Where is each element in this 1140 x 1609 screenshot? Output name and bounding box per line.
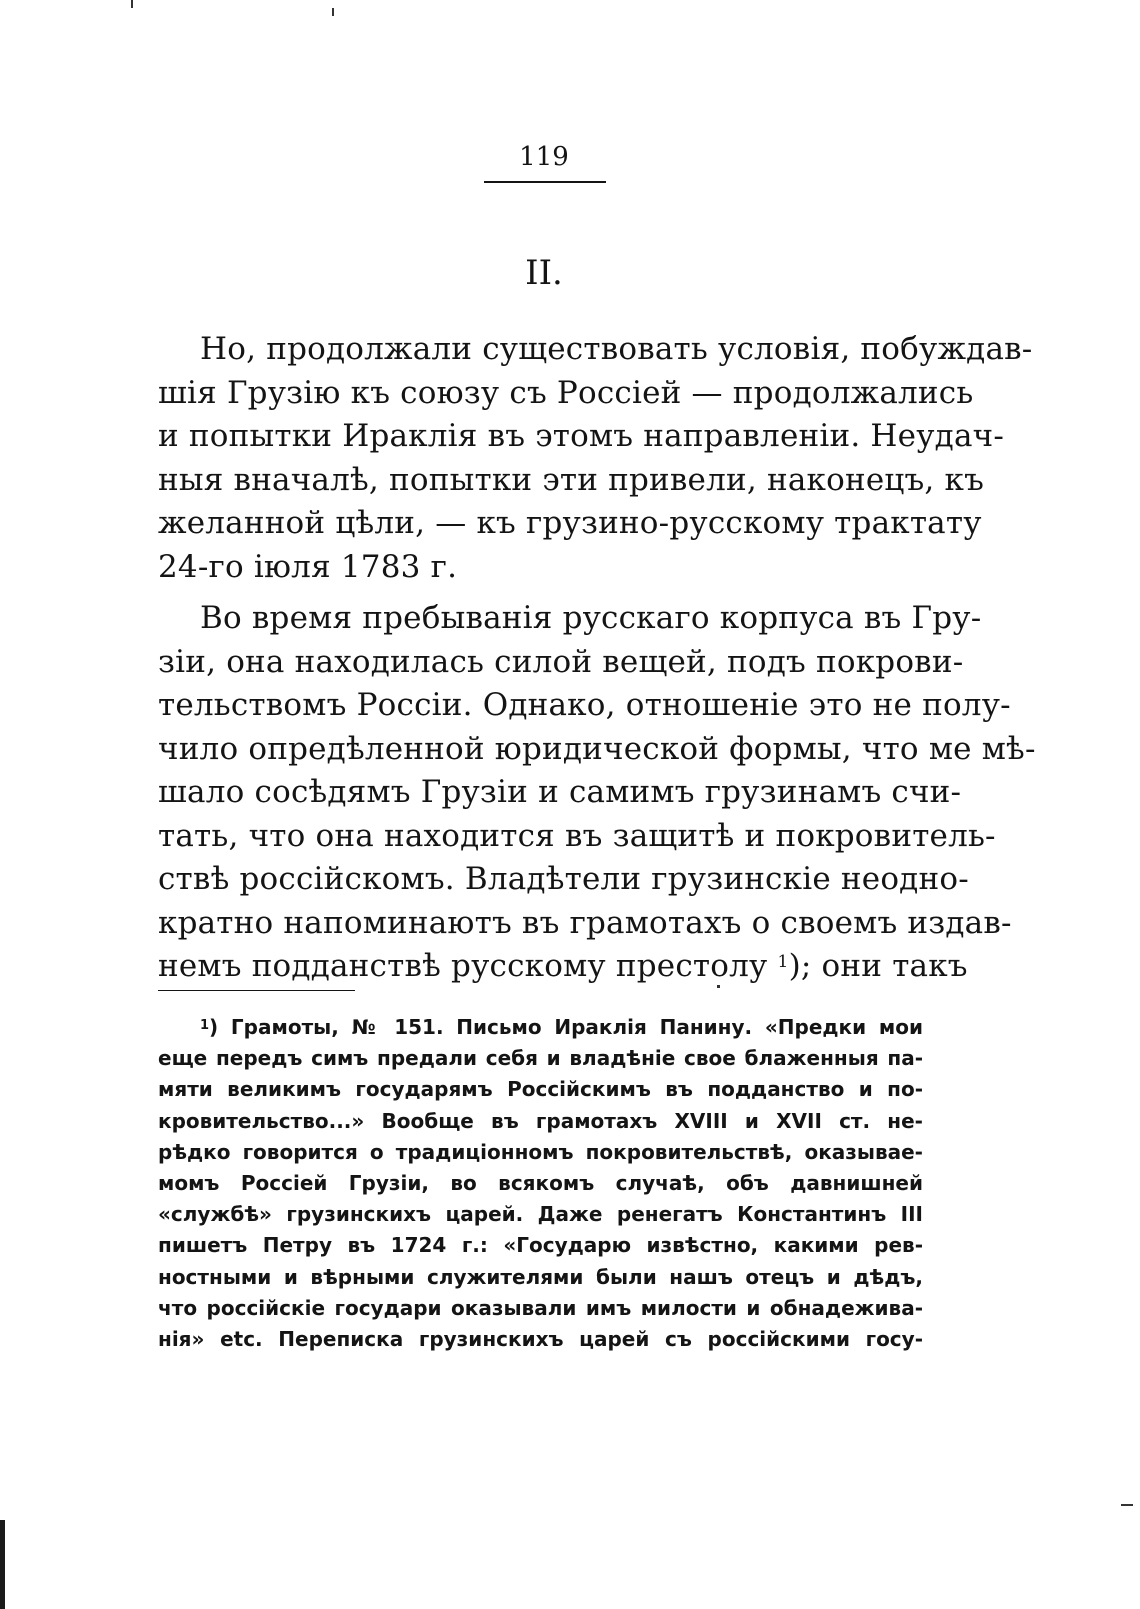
footnote-reference[interactable]: 1 [777, 952, 789, 972]
section-heading: II. [525, 253, 563, 293]
body-text [158, 328, 1036, 989]
text-line: шало сосѣдямъ Грузіи и самимъ грузинамъ счи- [158, 774, 962, 810]
footnote-line: кровительство...» Вообще въ грамотахъ XVIII и XVII ст. не- [158, 1108, 923, 1133]
footnote-line: момъ Россіей Грузіи, во всякомъ случаѣ, объ давнишней [158, 1170, 923, 1195]
footnote-line: еще передъ симъ предали себя и владѣніе свое блаженныя па- [158, 1046, 923, 1071]
footnote-line: «службѣ» грузинскихъ царей. Даже ренегатъ Константинъ III [158, 1202, 923, 1227]
scan-mark [332, 8, 334, 16]
footnote-marker: 1 [200, 1018, 210, 1033]
text-line: шія Грузію къ союзу съ Россіей — продолжались [158, 374, 974, 411]
text-fragment: немъ подданствѣ русскому престолу [158, 948, 778, 984]
text-line: чило опредѣленной юридической формы, что ме мѣ- [158, 730, 1036, 767]
footnotes [158, 1012, 923, 1355]
text-line: тельствомъ Россіи. Однако, отношеніе это не полу- [158, 687, 1011, 723]
text-line-with-footnote-ref [158, 945, 968, 989]
scan-mark [717, 985, 720, 988]
footnote-line: мяти великимъ государямъ Россійскимъ въ подданство и по- [158, 1077, 923, 1102]
text-line: зіи, она находилась силой вещей, подъ покрови- [158, 643, 964, 680]
footnote-line: ностными и вѣрными служителями были нашъ отецъ и дѣдъ, [158, 1264, 923, 1289]
text-fragment: ); они такъ [788, 948, 968, 984]
text-line: ныя вначалѣ, попытки эти привели, наконецъ, къ [158, 461, 985, 498]
text-line: 24-го іюля 1783 г. [158, 548, 458, 585]
footnote-line: нія» etc. Переписка грузинскихъ царей съ россійскими госу- [158, 1326, 923, 1351]
text-line: тать, что она находится въ защитѣ и покровитель- [158, 817, 996, 854]
text-line: желанной цѣли, — къ грузино-русскому трактату [158, 505, 982, 541]
footnote-line: что россійскіе государи оказывали имъ милости и обнадежива- [158, 1295, 923, 1320]
page-number: 119 [519, 142, 569, 172]
text-line: Во время пребыванія русскаго корпуса въ Гру- [200, 600, 982, 636]
scan-mark [1121, 1504, 1133, 1506]
scan-edge-mark [0, 1520, 5, 1609]
footnote-line [158, 1012, 923, 1043]
paragraph-gap [158, 589, 923, 597]
footnote-line: пишетъ Петру въ 1724 г.: «Государю извѣстно, какими рев- [158, 1233, 923, 1258]
text-line: Но, продолжали существовать условія, побуждав- [200, 331, 1033, 367]
footnote-separator [158, 990, 355, 991]
text-line: ствѣ россійскомъ. Владѣтели грузинскіе неодно- [158, 861, 969, 897]
text-line: и попытки Ираклія въ этомъ направленіи. Неудач- [158, 418, 1004, 454]
text-fragment: ) Грамоты, № 151. Письмо Ираклія Панину. «Предки мои [209, 1015, 923, 1039]
text-line: кратно напоминаютъ въ грамотахъ о своемъ издав- [158, 904, 1012, 941]
page-number-rule [484, 181, 606, 183]
footnote-line: рѣдко говорится о традиціонномъ покровительствѣ, оказывае- [158, 1139, 923, 1164]
scan-mark [131, 0, 133, 8]
